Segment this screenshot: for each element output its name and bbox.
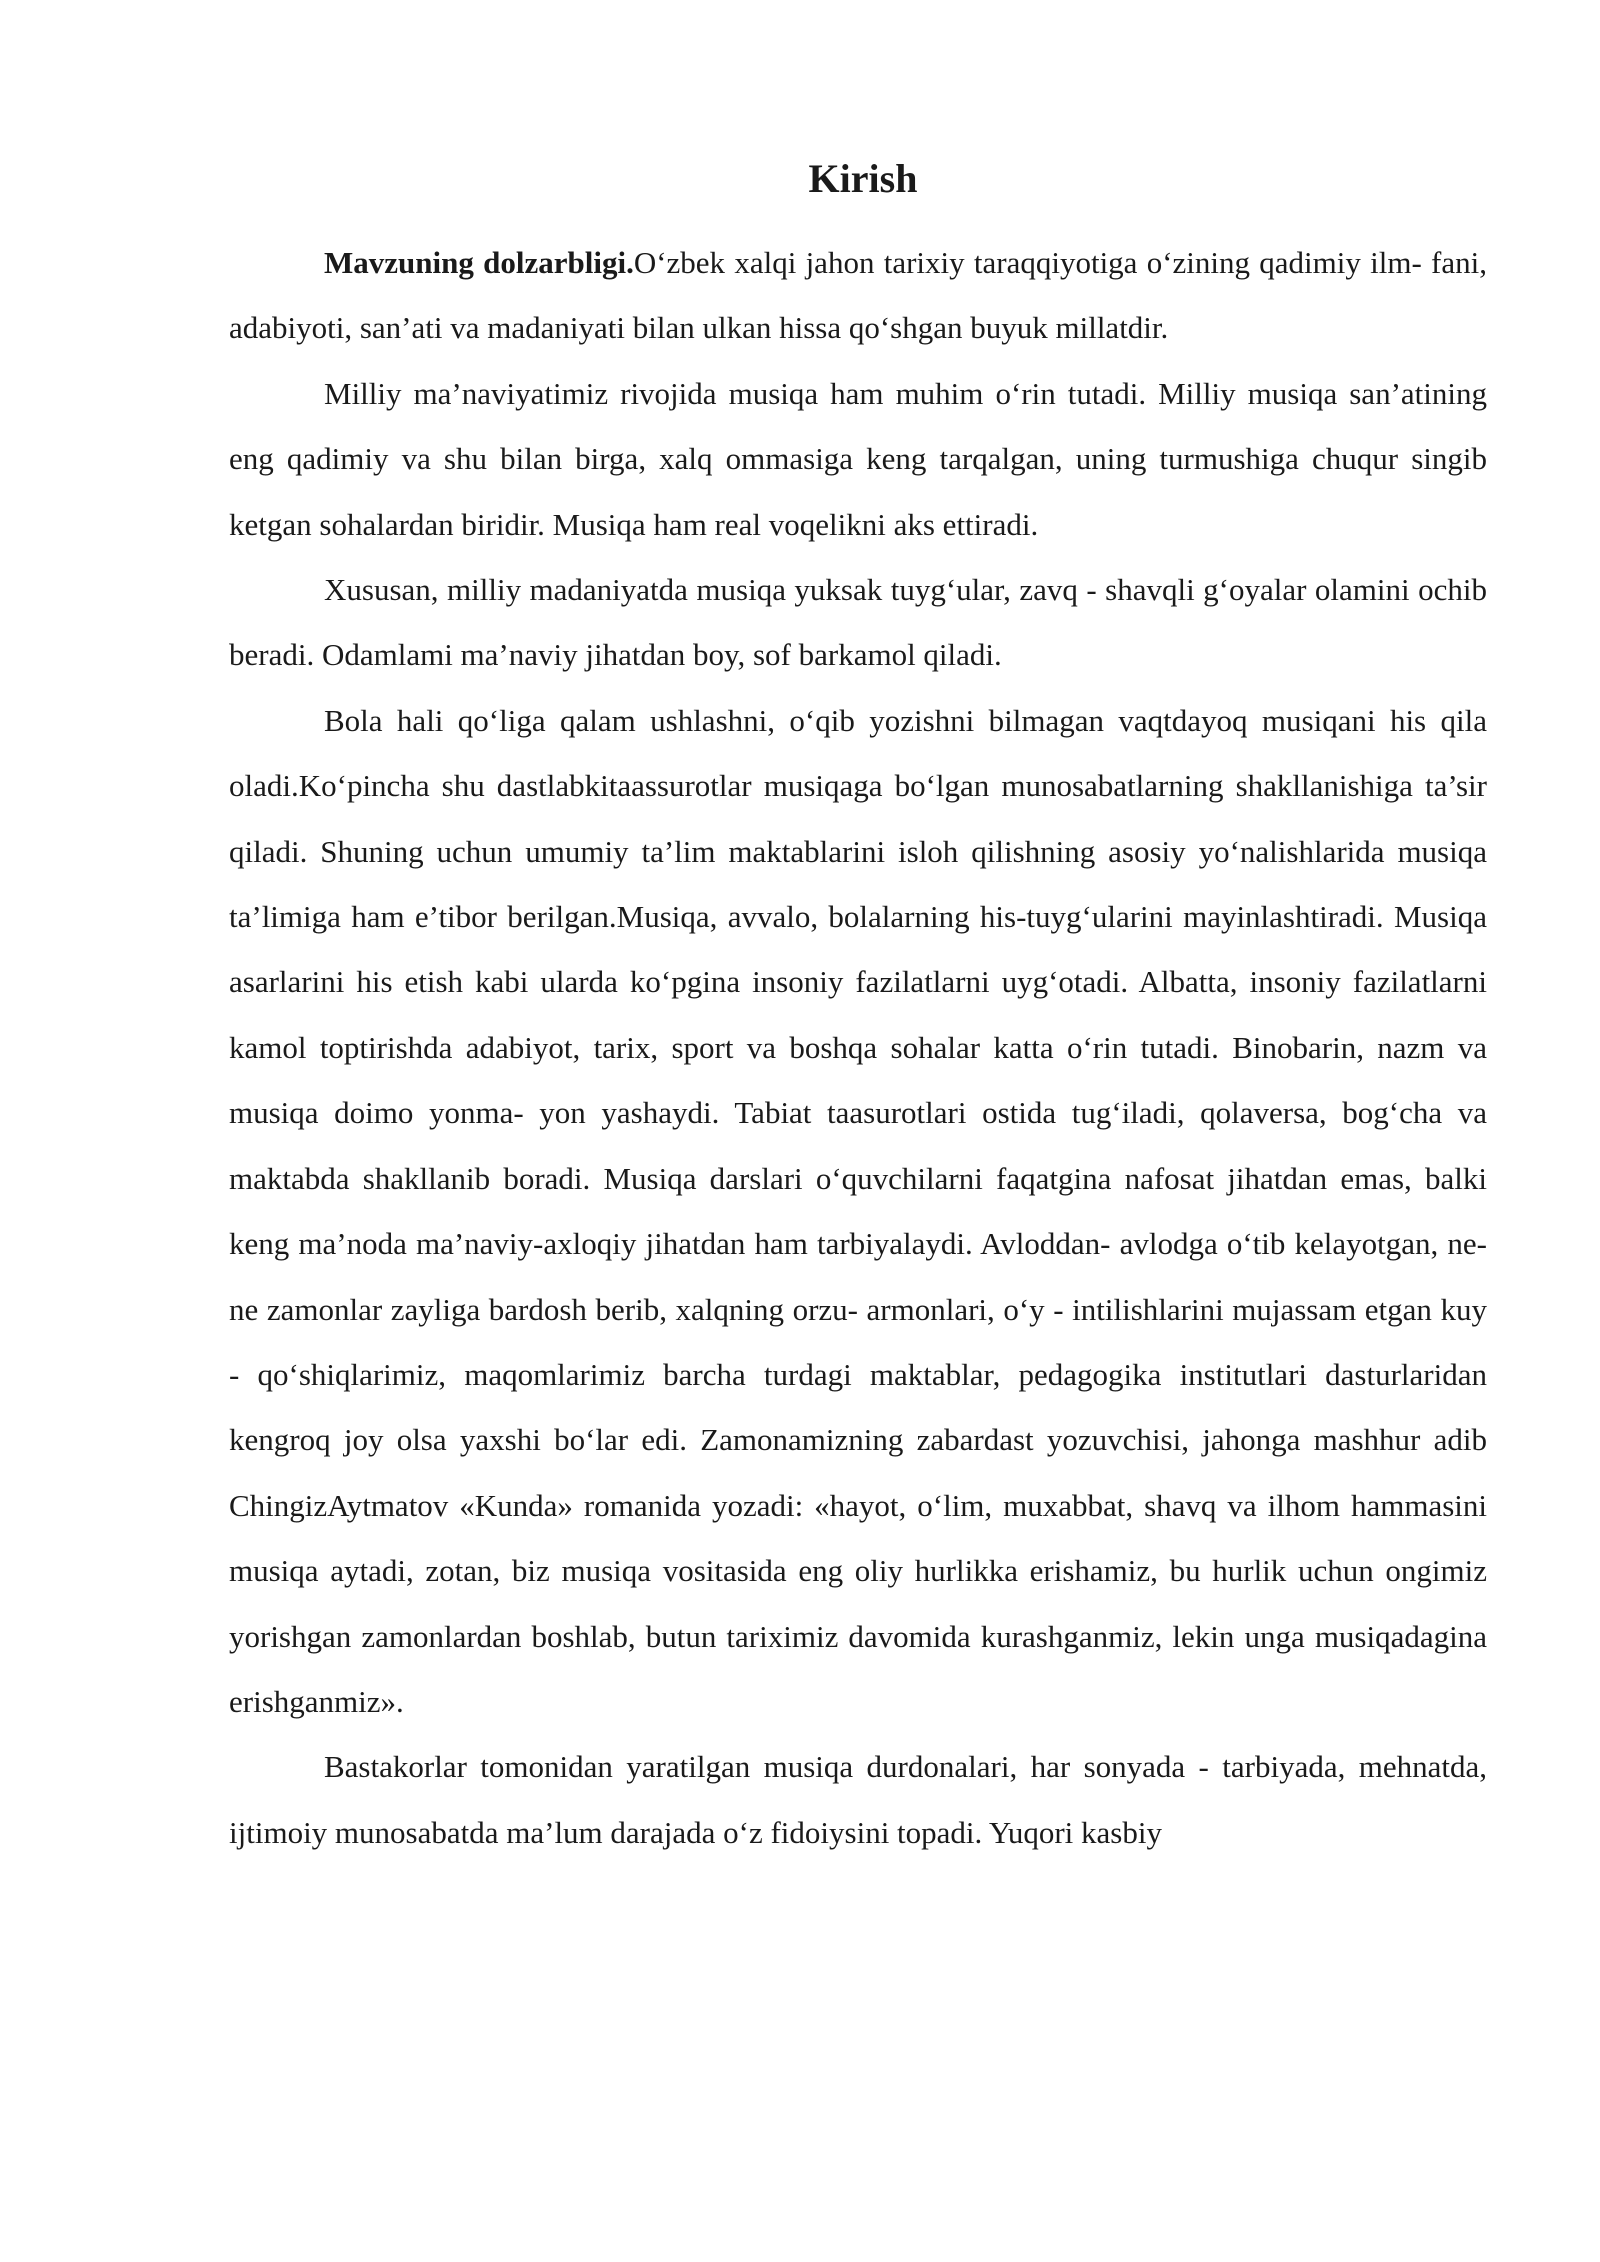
- page-title: Kirish: [808, 156, 918, 201]
- body-paragraph: Milliy ma’naviyatimiz rivojida musiqa ham muhim o‘rin tutadi. Milliy musiqa san’atining eng qadimiy va shu bilan birga, xalq ommasiga keng tarqalgan, uning turmushiga chuqur singib ketgan sohalardan biridir. Musiqa ham real voqelikni aks ettiradi.: [229, 375, 1487, 542]
- body-paragraph: Xususan, milliy madaniyatda musiqa yuksak tuyg‘ular, zavq - shavqli g‘oyalar olamini ochib beradi. Odamlami ma’naviy jihatdan boy, sof barkamol qiladi.: [229, 572, 1487, 673]
- intro-text: O‘zbek xalqi jahon tarixiy taraqqiyotiga o‘zining qadimiy ilm- fani, adabiyoti, san’ati va madaniyati bilan ulkan hissa qo‘shgan buyuk millatdir.: [229, 245, 1487, 346]
- document-body: [229, 150, 1487, 1865]
- body-paragraph: Bastakorlar tomonidan yaratilgan musiqa durdonalari, har sonyada - tarbiyada, mehnatda, ijtimoiy munosabatda ma’lum darajada o‘z fidoiysini topadi. Yuqori kasbiy: [229, 1749, 1487, 1850]
- intro-paragraph: [229, 230, 1487, 361]
- intro-lead: Mavzuning dolzarbligi.: [324, 245, 634, 280]
- body-paragraph: Bola hali qo‘liga qalam ushlashni, o‘qib yozishni bilmagan vaqtdayoq musiqani his qila oladi.Ko‘pincha shu dastlabkitaassurotlar musiqaga bo‘lgan munosabatlarning shakllanishiga ta’sir qiladi. Shuning uchun umumiy ta’lim maktablarini isloh qilishning asosiy yo‘nalishlarida musiqa ta’limiga ham e’tibor berilgan.Musiqa, avvalo, bolalarning his-tuyg‘ularini mayinlashtiradi. Musiqa asarlarini his etish kabi ularda ko‘pgina insoniy fazilatlarni uyg‘otadi. Albatta, insoniy fazilatlarni kamol toptirishda adabiyot, tarix, sport va boshqa sohalar katta o‘rin tutadi. Binobarin, nazm va musiqa doimo yonma- yon yashaydi. Tabiat taasurotlari ostida tug‘iladi, qolaversa, bog‘cha va maktabda shakllanib boradi. Musiqa darslari o‘quvchilarni faqatgina nafosat jihatdan emas, balki keng ma’noda ma’naviy-axloqiy jihatdan ham tarbiyalaydi. Avloddan- avlodga o‘tib kelayotgan, ne-ne zamonlar zayliga bardosh berib, xalqning orzu- armonlari, o‘y - intilishlarini mujassam etgan kuy - qo‘shiqlarimiz, maqomlarimiz barcha turdagi maktablar, pedagogika institutlari dasturlaridan kengroq joy olsa yaxshi bo‘lar edi. Zamonamizning zabardast yozuvchisi, jahonga mashhur adib ChingizAytmatov «Kunda» romanida yozadi: «hayot, o‘lim, muxabbat, shavq va ilhom hammasini musiqa aytadi, zotan, biz musiqa vositasida eng oliy hurlikka erishamiz, bu hurlik uchun ongimiz yorishgan zamonlardan boshlab, butun tariximiz davomida kurashganmiz, lekin unga musiqadagina erishganmiz».: [229, 702, 1487, 1719]
